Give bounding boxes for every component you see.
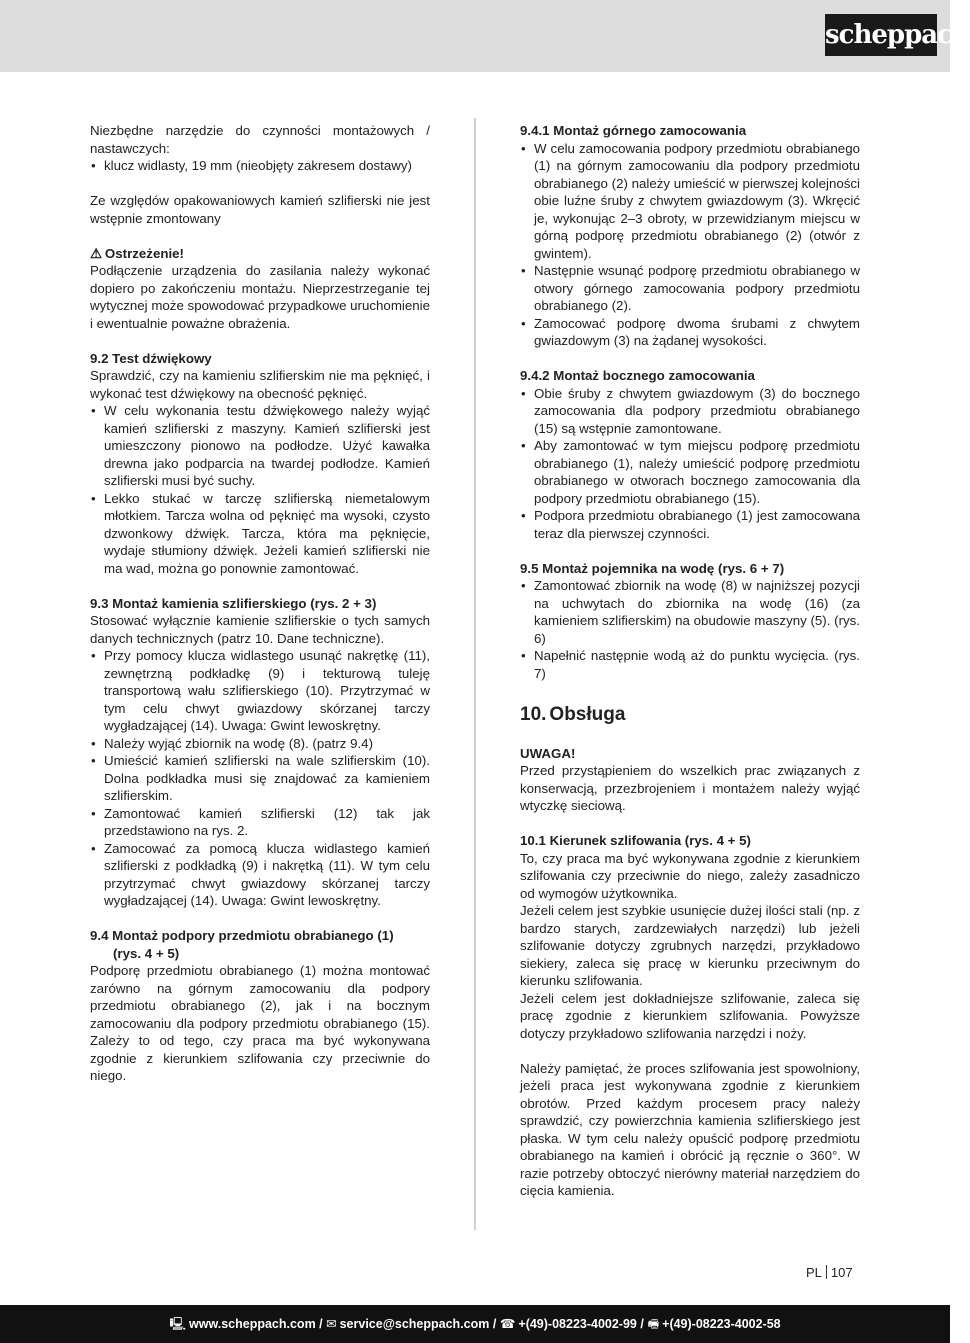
list-item: • Lekko stukać w tarczę szlifierską niemetalowym młotkiem. Tarcza wolna od pęknięć ma wysoki, czysto dzwonkowy dźwięk. Tarcza, która ma pęknięcie, wydaje stłumiony dźwięk. Jeżeli kamień szlifierski nie ma wad, można go ponownie zamontować. <box>90 490 430 578</box>
warning-text: Podłączenie urządzenia do zasilania należy wykonać dopiero po zakończeniu montażu. Nieprzestrzeganie tej wytycznej może spowodować przypadkowe uruchomienie i ewentualnie poważne obrażenia. <box>90 263 430 331</box>
list-item: • Zamontować zbiornik na wodę (8) w najniższej pozycji na uchwytach do zbiornika na wodę (16) (za kamieniem szlifierskim) na obudowie maszyny (5). (rys. 6) <box>520 577 860 647</box>
section-10-1-title: 10.1 Kierunek szlifowania (rys. 4 + 5) <box>520 833 751 848</box>
list-item: • Zamontować kamień szlifierski (12) tak jak przedstawiono na rys. 2. <box>90 805 430 840</box>
section-10-title <box>520 703 860 727</box>
column-divider <box>474 118 476 1230</box>
uwaga-title: UWAGA! <box>520 745 576 761</box>
section-10-1-para: To, czy praca ma być wykonywana zgodnie z kierunkiem szlifowania czy przeciwnie do niego, zależy zasadniczo od wymogów użytkownika. <box>520 850 860 901</box>
computer-icon: 🖳 <box>169 1317 187 1331</box>
footer-web-link[interactable]: www.scheppach.com <box>189 1317 316 1331</box>
page-lang: PL <box>806 1265 822 1280</box>
section-9-4-2-title: 9.4.2 Montaż bocznego zamocowania <box>520 368 755 383</box>
section-10-label: Obsługa <box>549 704 626 725</box>
list-item: • Następnie wsunąć podporę przedmiotu obrabianego w otwory górnego zamocowania podpory przedmiotu obrabianego (2). <box>520 262 860 315</box>
warning-title: Ostrzeżenie! <box>104 245 184 261</box>
section-9-3-title: 9.3 Montaż kamienia szlifierskiego (rys. 2 + 3) <box>90 595 377 611</box>
footer-email-link[interactable]: service@scheppach.com <box>339 1317 490 1331</box>
section-9-5-title: 9.5 Montaż pojemnika na wodę (rys. 6 + 7) <box>520 560 785 576</box>
page-number <box>806 1265 853 1280</box>
section-10-1-para: Jeżeli celem jest dokładniejsze szlifowanie, zaleca się pracę zgodnie z kierunkiem szlifowania. Powyższe dotyczy przykładowo szlifowania narzędzi i noży. <box>520 990 860 1041</box>
fax-icon: 🖷 <box>647 1317 660 1331</box>
uwaga-text: Przed przystąpieniem do wszelkich prac związanych z konserwacją, przezbrojeniem i montażem należy wyjąć wtyczkę sieciową. <box>520 763 860 813</box>
section-9-3-text: Stosować wyłącznie kamienie szlifierskie o tych samych danych technicznych (patrz 10. Dane techniczne). <box>90 613 430 646</box>
list-item: • Aby zamontować w tym miejscu podporę przedmiotu obrabianego (1), należy umieścić podporę przedmiotu obrabianego w otworach bocznego zamocowania dla podpory przedmiotu obrabianego (15). <box>520 437 860 507</box>
section-9-2-title: 9.2 Test dźwiękowy <box>90 350 212 366</box>
footer-separator: / <box>492 1317 500 1331</box>
section-10-number: 10. <box>520 704 547 725</box>
header-band <box>0 0 950 72</box>
section-9-4-text: Podporę przedmiotu obrabianego (1) można montować zarówno na górnym zamocowaniu dla podpory przedmiotu obrabianego (2), jak i na bocznym zamocowaniu dla podpory przedmiotu obrabianego (15). Zależy to od tego, czy praca ma być wykonywana zgodnie z kierunkiem szlifowania czy przeciwnie do niego. <box>90 963 430 1083</box>
section-9-2-list <box>90 402 430 577</box>
section-10-1-para: Jeżeli celem jest szybkie usunięcie dużej ilości stali (np. z bardzo starych, zardzewiałych narzędzi) lub jeżeli szlifowanie dotyczy zgrubnych narzędzi, przykładowo siekiery, zaleca się pracę w kierunku przeciwnym do kierunku szlifowania. <box>520 903 860 988</box>
section-9-4-2-list <box>520 385 860 543</box>
section-9-4-1-title: 9.4.1 Montaż górnego zamocowania <box>520 123 747 138</box>
section-9-3-list <box>90 647 430 910</box>
left-column <box>90 122 430 1085</box>
list-item: • Należy wyjąć zbiornik na wodę (8). (patrz 9.4) <box>90 735 430 753</box>
section-9-4-title-cont: (rys. 4 + 5) <box>113 945 180 961</box>
intro-text: Niezbędne narzędzie do czynności montażowych / nastawczych: <box>90 123 430 156</box>
footer-bar <box>0 1305 950 1343</box>
list-item: • Napełnić następnie wodą aż do punktu wycięcia. (rys. 7) <box>520 647 860 682</box>
page-separator <box>826 1265 827 1279</box>
section-9-5-list <box>520 577 860 682</box>
warning-triangle-icon: ⚠ <box>90 245 102 261</box>
phone-icon: ☎ <box>499 1317 516 1331</box>
list-item: • Obie śruby z chwytem gwiazdowym (3) do bocznego zamocowania dla podpory przedmiotu obrabianego (15) są wstępnie zamontowane. <box>520 385 860 438</box>
section-9-4-title: 9.4 Montaż podpory przedmiotu obrabianego (1) <box>90 928 394 943</box>
section-9-4-1-list <box>520 140 860 350</box>
list-item: • W celu wykonania testu dźwiękowego należy wyjąć kamień szlifierski z maszyny. Kamień szlifierski jest umieszczony pionowo na podłodze. Użyć kawałka drewna jako podparcia na twardej podłodze. Kamień szlifierski musi być suchy. <box>90 402 430 490</box>
section-9-2-text: Sprawdzić, czy na kamieniu szlifierskim nie ma pęknięć, i wykonać test dźwiękowy na obecność pęknięć. <box>90 368 430 401</box>
list-item: • Zamocować za pomocą klucza widlastego kamień szlifierski z podkładką (9) i nakrętką (11). W tym celu przytrzymać chwyt gwiazdowy skórzanej tarczy wygładzającej (14). Uwaga: Gwint lewoskrętny. <box>90 840 430 910</box>
scheppach-logo: scheppach <box>825 14 937 56</box>
footer-separator: / <box>319 1317 327 1331</box>
page-number-value: 107 <box>830 1265 853 1280</box>
list-item: • Zamocować podporę dwoma śrubami z chwytem gwiazdowym (3) na żądanej wysokości. <box>520 315 860 350</box>
list-item: • klucz widlasty, 19 mm (nieobjęty zakresem dostawy) <box>90 157 430 175</box>
section-10-1-para: Należy pamiętać, że proces szlifowania jest spowolniony, jeżeli praca jest wykonywana zgodnie z kierunkiem obrotów. Przed każdym procesem pracy należy sprawdzić, czy powierzchnia kamienia szlifierskiego jest płaska. W tym celu należy opuścić podporę przedmiotu obrabianego na kamień i obrócić ją ręcznie o 360°. W razie potrzeby obtoczyć nierówny materiał narzędziem do cięcia kamienia. <box>520 1060 860 1198</box>
list-item: • Podpora przedmiotu obrabianego (1) jest zamocowana teraz dla pierwszej czynności. <box>520 507 860 542</box>
packaging-note: Ze względów opakowaniowych kamień szlifierski nie jest wstępnie zmontowany <box>90 193 430 226</box>
list-item: • Umieścić kamień szlifierski na wale szlifierskim (10). Dolna podkładka musi się znajdować za kamieniem szlifierskim. <box>90 752 430 805</box>
footer-fax: +(49)-08223-4002-58 <box>662 1317 781 1331</box>
list-item: • Przy pomocy klucza widlastego usunąć nakrętkę (11), zewnętrzną podkładkę (9) i tekturową tuleję transportową wału szlifierskiego (10). Przytrzymać w tym celu chwyt gwiazdowy skórzanej tarczy wygładzającej (14). Uwaga: Gwint lewoskrętny. <box>90 647 430 735</box>
mail-icon: ✉ <box>326 1317 337 1331</box>
warning-heading <box>90 245 430 263</box>
footer-separator: / <box>640 1317 648 1331</box>
right-column <box>520 122 860 1200</box>
intro-list <box>90 157 430 175</box>
footer-phone: +(49)-08223-4002-99 <box>518 1317 637 1331</box>
list-item: • W celu zamocowania podpory przedmiotu obrabianego (1) na górnym zamocowaniu dla podpory przedmiotu obrabianego (2) należy umieścić w pierwszej kolejności obie luźne śruby z chwytem gwiazdowym (3). Wkręcić je, wykonując 2–3 obroty, w przewidzianym miejscu w górną podporę przedmiotu obrabianego (2) (otwór z gwintem). <box>520 140 860 263</box>
